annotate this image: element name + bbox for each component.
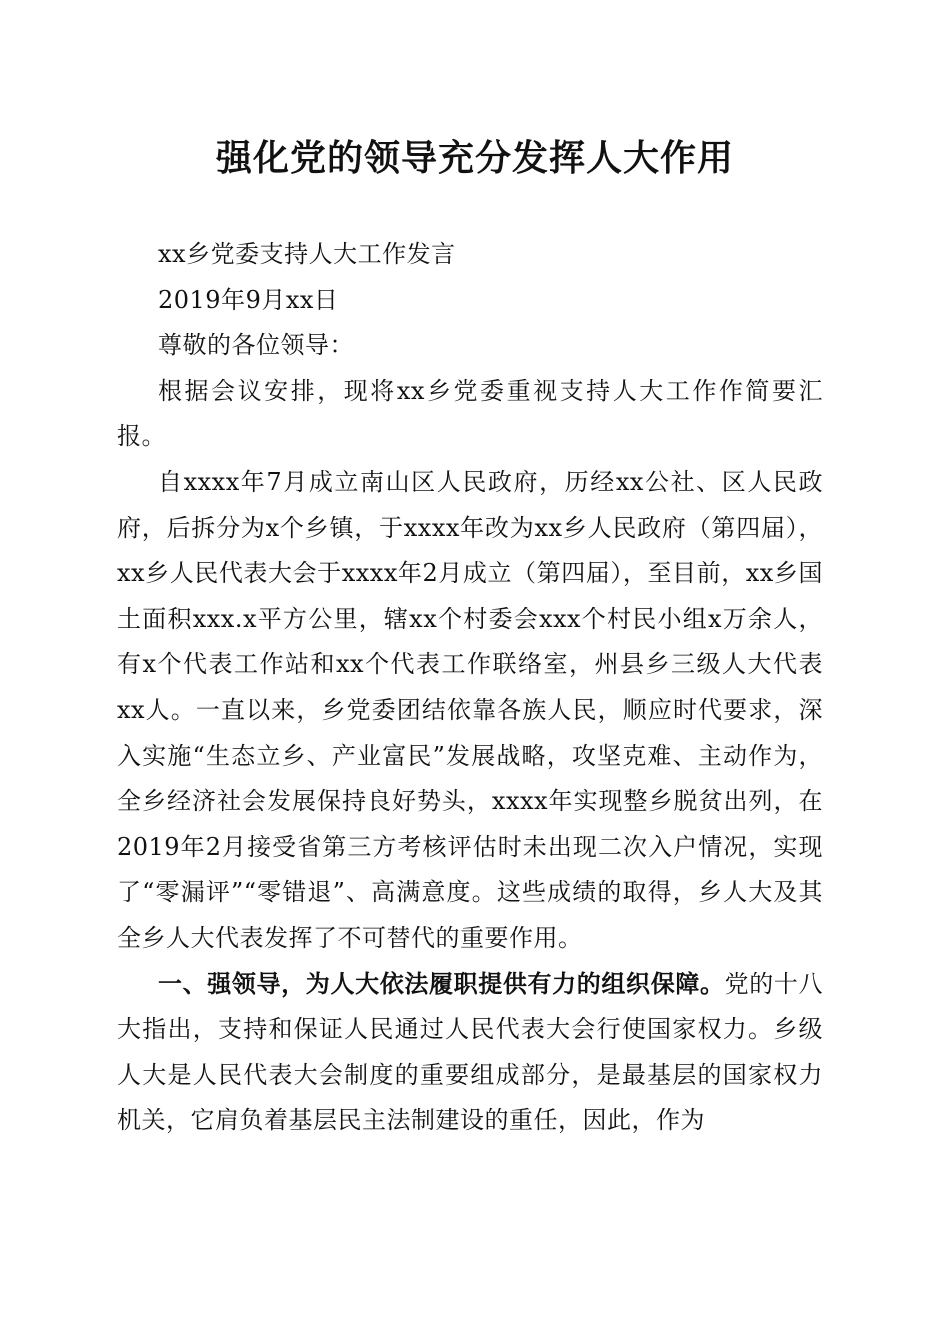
- document-title: 强化党的领导充分发挥人大作用: [215, 138, 734, 179]
- salutation: 尊敬的各位领导：: [158, 331, 354, 360]
- paragraph-intro: 根据会议安排，现将xx乡党委重视支持人大工作作简要汇报。: [117, 376, 823, 451]
- section-1-heading: 一、强领导，为人大依法履职提供有力的组织保障。: [158, 969, 725, 998]
- speech-date: 2019年9月xx日: [158, 285, 339, 314]
- paragraph-background: 自xxxx年7月成立南山区人民政府，历经xx公社、区人民政府，后拆分为x个乡镇，于xxxx年改为xx乡人民政府（第四届），xx乡人民代表大会于xxxx年2月成立（第四届），至目前，xx乡国土面积xxx.x平方公里，辖xx个村委会xxx个村民小组x万余人，有x个代表工作站和xx个代表工作联络室，州县乡三级人大代表xx人。一直以来，乡党委团结依靠各族人民，顺应时代要求，深入实施“生态立乡、产业富民”发展战略，攻坚克难、主动作为，全乡经济社会发展保持良好势头，xxxx年实现整乡脱贫出列，在2019年2月接受省第三方考核评估时未出现二次入户情况，实现了“零漏评”“零错退”、高满意度。这些成绩的取得，乡人大及其全乡人大代表发挥了不可替代的重要作用。: [117, 467, 823, 952]
- speech-subtitle: xx乡党委支持人大工作发言: [158, 240, 456, 268]
- document-body: [117, 232, 823, 1144]
- paragraph-section-1: [117, 962, 823, 1144]
- section-1-text: 党的十八大指出，支持和保证人民通过人民代表大会行使国家权力。乡级人大是人民代表大会制度的重要组成部分，是最基层的国家权力机关，它肩负着基层民主法制建设的重任，因此，作为: [117, 969, 824, 1135]
